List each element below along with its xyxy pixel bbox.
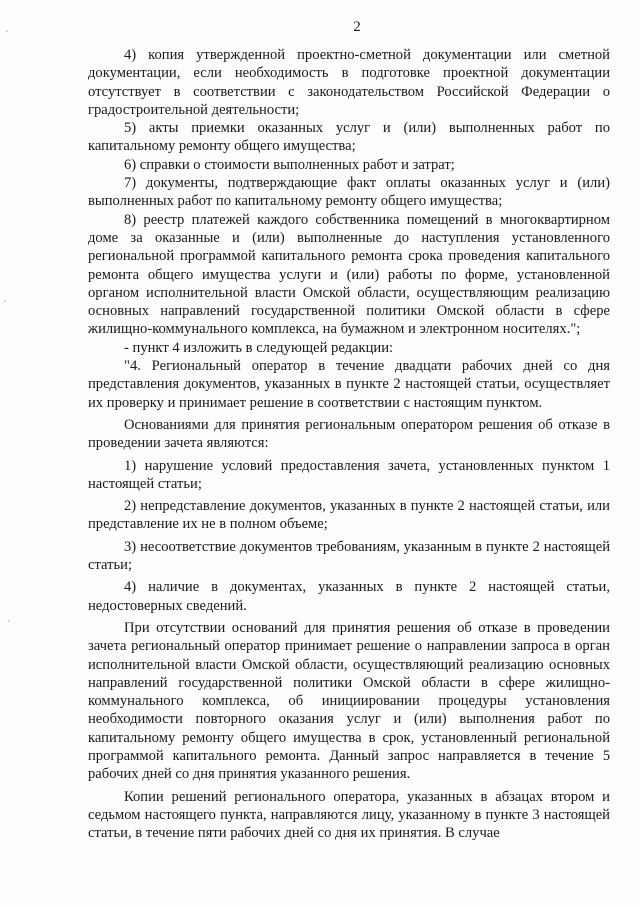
- paragraph-item-8-payment-register: 8) реестр платежей каждого собственника помещений в многоквартирном доме за оказанные и (или) выполненные до наступления установленного региональной программой капитального ремонта срока проведения капитального ремонта общего имущества услуги и (или) работы по форме, установленной органом исполнительной власти Омской области, осуществляющим реализацию основных направлений государственной политики Омской области в сфере жилищно-коммунального комплекса, на бумажном и электронном носителях.";: [88, 211, 610, 338]
- scan-artifact: [8, 620, 10, 622]
- paragraph-ground-4: 4) наличие в документах, указанных в пункте 2 настоящей статьи, недостоверных сведений.: [88, 579, 610, 614]
- paragraph-item-6-cost-certificates: 6) справки о стоимости выполненных работ и затрат;: [124, 156, 455, 173]
- paragraph-item-4-design-docs: 4) копия утвержденной проектно-сметной документации или сметной документации, если необходимость в подготовке проектной документации отсутствует в соответствии с законодательством Российской Федерации о градостроительной деятельности;: [88, 47, 610, 118]
- scan-artifact: [4, 300, 6, 302]
- paragraph-ground-3: 3) несоответствие документов требованиям, указанным в пункте 2 настоящей статьи;: [88, 538, 610, 574]
- paragraph-refusal-grounds: Основаниями для принятия региональным оператором решения об отказе в проведении зачета являются:: [88, 416, 610, 452]
- paragraph-item-7-payment-docs: 7) документы, подтверждающие факт оплаты оказанных услуг и (или) выполненных работ по капитальному ремонту общего имущества;: [88, 175, 610, 210]
- document-body: [88, 46, 610, 842]
- paragraph-point-4-text: "4. Региональный оператор в течение двадцати рабочих дней со дня представления документов, указанных в пункте 2 настоящей статьи, осуществляет их проверку и принимает решение в соответствии с настоящим пунктом.: [88, 358, 610, 411]
- page-number: 2: [353, 19, 361, 35]
- paragraph-item-5-acceptance-acts: 5) акты приемки оказанных услуг и (или) выполненных работ по капитальному ремонту общего имущества;: [88, 120, 610, 155]
- paragraph-decision-copies: Копии решений регионального оператора, указанных в абзацах втором и седьмом настоящего пункта, направляются лицу, указанному в пункте 3 настоящей статьи, в течение пяти рабочих дней со дня их принятия. В случае: [88, 788, 610, 842]
- paragraph-ground-1: 1) нарушение условий предоставления зачета, установленных пунктом 1 настоящей статьи;: [88, 457, 610, 492]
- paragraph-no-grounds: При отсутствии оснований для принятия решения об отказе в проведении зачета региональный оператор принимает решение о направлении запроса в орган исполнительной власти Омской области, осуществляющий реализацию основных направлений государственной политики Омской области в сфере жилищно-коммунального комплекса, об инициировании процедуры установления необходимости повторного оказания услуг и (или) выполнения работ по капитальному ремонту общего имущества в срок, установленный региональной программой капитального ремонта. Данный запрос направляется в течение 5 рабочих дней со дня принятия указанного решения.: [88, 619, 610, 783]
- scan-artifact: [6, 30, 8, 32]
- paragraph-ground-2: 2) непредставление документов, указанных в пункте 2 настоящей статьи, или представление их не в полном объеме;: [88, 498, 610, 533]
- paragraph-amendment-point-4: - пункт 4 изложить в следующей редакции:: [124, 339, 394, 356]
